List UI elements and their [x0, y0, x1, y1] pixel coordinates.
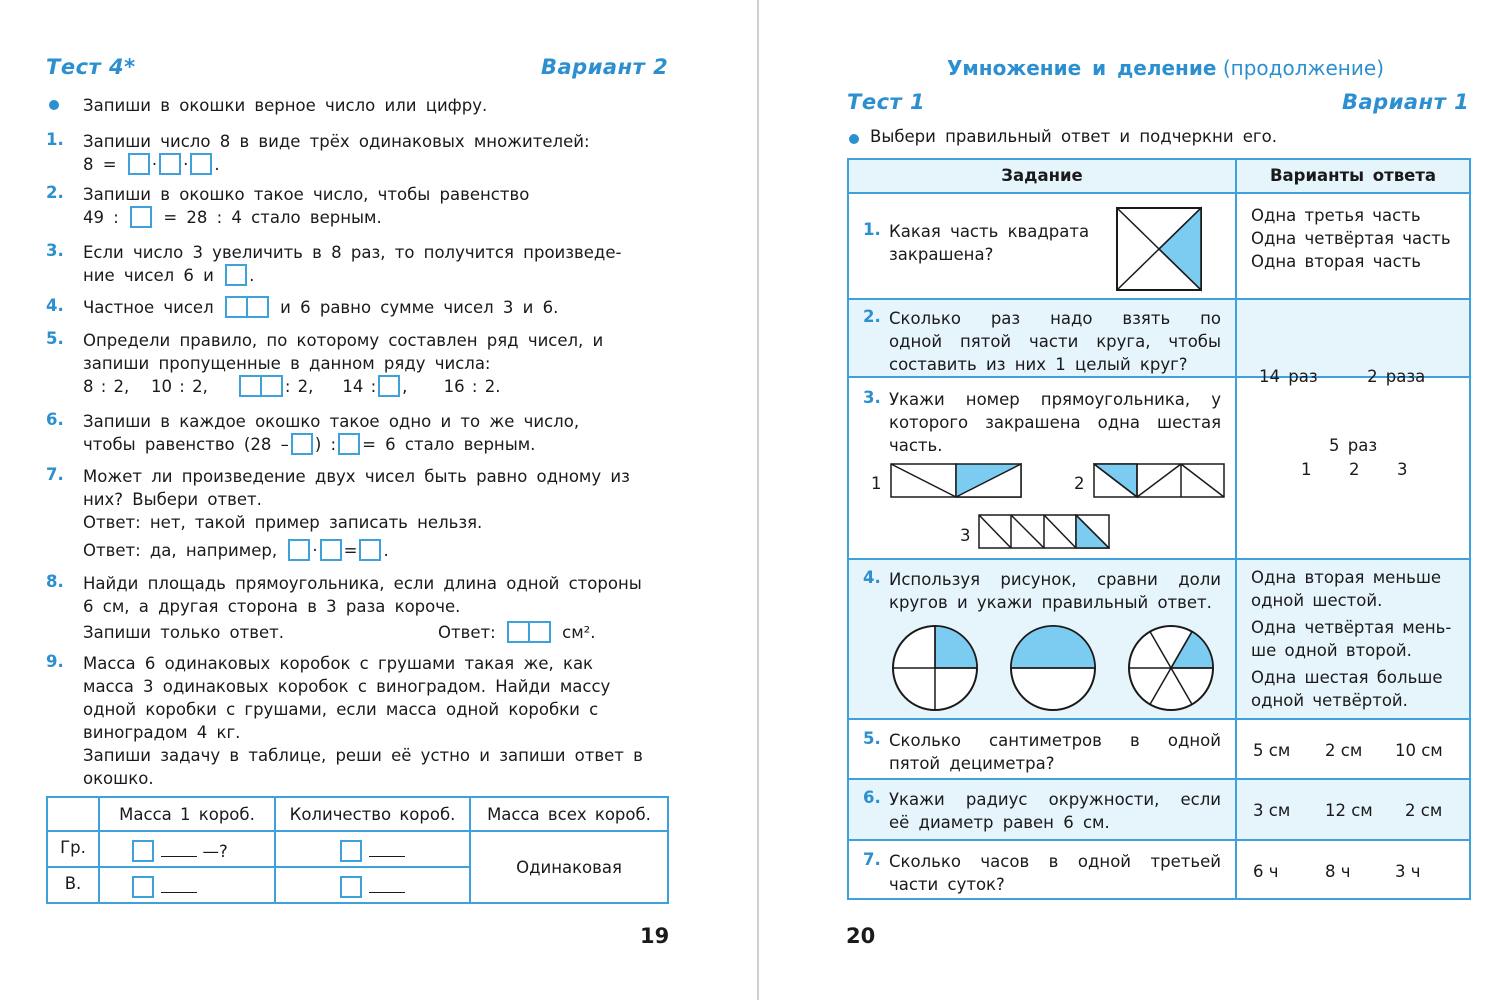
- intro-text: Выбери правильный ответ и подчеркни его.: [870, 127, 1277, 146]
- question-number: 5.: [863, 729, 881, 748]
- task-5: Определи правило, по которому составлен ряд чисел, и запиши пропущенные в данном ряду числа: 8 : 2, 10 : 2, : 2, 14 : , 16 : 2.: [83, 331, 604, 396]
- answer-option[interactable]: Одна вторая часть: [1251, 252, 1421, 271]
- answer-option[interactable]: 8 ч: [1325, 862, 1351, 881]
- answer-option[interactable]: 5 см: [1253, 741, 1291, 760]
- question-3: Укажи номер прямоугольника, у которого закрашена одна шестая часть.: [889, 390, 1221, 455]
- intro-text: Запиши в окошки верное число или цифру.: [83, 96, 488, 115]
- variant-title: Вариант 2: [541, 55, 669, 79]
- table-header: Количество короб.: [289, 805, 456, 824]
- answers-4: [1251, 566, 1461, 712]
- question-6: Укажи радиус окружности, если её диаметр равен 6 см.: [889, 790, 1221, 832]
- task-number: 4.: [46, 296, 64, 315]
- answer-option[interactable]: 2 см: [1405, 801, 1443, 820]
- section-title: Умножение и деление (продолжение): [947, 56, 1384, 80]
- question-number: 7.: [863, 850, 881, 869]
- task-3: Если число 3 увеличить в 8 раз, то получится произведе- ние чисел 6 и .: [83, 243, 622, 285]
- answer-table: [847, 158, 1471, 900]
- answer-box[interactable]: [225, 264, 247, 286]
- rectangle-1: [890, 463, 1022, 499]
- circles-figure: [891, 624, 1221, 712]
- answer-box[interactable]: [130, 206, 152, 228]
- task-8: Найди площадь прямоугольника, если длина одной стороны 6 см, а другая сторона в 3 раза короче. Запиши только ответ. Ответ: см².: [83, 574, 642, 642]
- table-header: Масса 1 короб.: [119, 805, 255, 824]
- row-label: Гр.: [60, 838, 86, 857]
- answer-box[interactable]: [288, 539, 310, 561]
- answer-option[interactable]: 3: [1397, 460, 1408, 479]
- answer-box[interactable]: [338, 433, 360, 455]
- question-number: 3.: [863, 388, 881, 407]
- page-number: 20: [846, 924, 876, 948]
- question-number: 4.: [863, 568, 881, 587]
- answer-option[interactable]: ше одной второй.: [1251, 641, 1412, 660]
- task-9: Масса 6 одинаковых коробок с грушами такая же, как масса 3 одинаковых коробок с виноградом. Найди массу одной коробки с грушами, если масса одной коробки с виноградом 4 кг. Запиши задачу в таблице, реши её устно и запиши ответ в окошко.: [83, 654, 643, 788]
- answer-box[interactable]: [340, 840, 362, 862]
- question-7: Сколько часов в одной третьей части суток?: [889, 852, 1221, 894]
- bullet-icon: [849, 134, 859, 144]
- test-title: Тест 1: [847, 90, 926, 114]
- answer-box[interactable]: [359, 539, 381, 561]
- table-header: Масса всех короб.: [487, 805, 651, 824]
- task-7: Может ли произведение двух чисел быть равно одному из них? Выбери ответ. Ответ: нет, такой пример записать нельзя. Ответ: да, например, · = .: [83, 467, 630, 560]
- rectangle-2: [1093, 463, 1225, 499]
- answer-box[interactable]: [159, 153, 181, 175]
- column-header-answers: Варианты ответа: [1269, 166, 1437, 185]
- answer-box[interactable]: [320, 539, 342, 561]
- answer-option[interactable]: одной шестой.: [1251, 591, 1383, 610]
- answer-box[interactable]: [132, 876, 154, 898]
- test-title: Тест 4*: [46, 55, 136, 79]
- task-number: 7.: [46, 465, 64, 484]
- square-figure: [1115, 206, 1203, 292]
- answer-box[interactable]: [128, 153, 150, 175]
- task-number: 3.: [46, 241, 64, 260]
- rectangle-3: [978, 514, 1110, 550]
- answer-option[interactable]: 2: [1349, 460, 1360, 479]
- page-number: 19: [640, 924, 670, 948]
- answer-option[interactable]: 6 ч: [1253, 862, 1279, 881]
- task-1: Запиши число 8 в виде трёх одинаковых множителей: 8 = · · .: [83, 132, 590, 174]
- answer-box[interactable]: [190, 153, 212, 175]
- answer-option[interactable]: Одна вторая меньше: [1251, 568, 1442, 587]
- answer-option[interactable]: 3 ч: [1395, 862, 1421, 881]
- answer-option[interactable]: Одна четвёртая часть: [1251, 229, 1451, 248]
- answers-1: [1251, 204, 1451, 273]
- answer-box[interactable]: [340, 876, 362, 898]
- answer-box[interactable]: [225, 296, 269, 318]
- task-number: 5.: [46, 329, 64, 348]
- answer-box[interactable]: [291, 433, 313, 455]
- question-number: 2.: [863, 307, 881, 326]
- answer-option[interactable]: 14 раз 2 раза: [1259, 367, 1426, 386]
- task-number: 2.: [46, 183, 64, 202]
- answer-option[interactable]: 10 см: [1395, 741, 1443, 760]
- answer-box[interactable]: [507, 621, 551, 643]
- answer-option[interactable]: Одна шестая больше: [1251, 668, 1443, 687]
- question-5: Сколько сантиметров в одной пятой дециметра?: [889, 731, 1221, 773]
- question-2: Сколько раз надо взять по одной пятой части круга, чтобы составить из них 1 целый круг?: [889, 309, 1221, 374]
- merged-cell: Одинаковая: [516, 858, 622, 877]
- answer-option[interactable]: 3 см: [1253, 801, 1291, 820]
- answer-option[interactable]: 12 см: [1325, 801, 1373, 820]
- answer-box[interactable]: [239, 375, 283, 397]
- question-4: Используя рисунок, сравни доли кругов и укажи правильный ответ.: [889, 570, 1221, 612]
- rect-label: 3: [960, 526, 971, 545]
- question-number: 1.: [863, 220, 881, 239]
- answer-option[interactable]: 5 раз: [1329, 436, 1378, 455]
- column-header-task: Задание: [1001, 166, 1083, 185]
- answer-option[interactable]: 1: [1301, 460, 1312, 479]
- task-number: 1.: [46, 130, 64, 149]
- question-1: Какая часть квадрата закрашена?: [889, 222, 1090, 264]
- task-number: 9.: [46, 652, 64, 671]
- rect-label: 2: [1074, 474, 1085, 493]
- task-2: Запиши в окошко такое число, чтобы равенство 49 : = 28 : 4 стало верным.: [83, 185, 530, 227]
- answer-option[interactable]: Одна третья часть: [1251, 206, 1421, 225]
- task-4: Частное чисел и 6 равно сумме чисел 3 и 6.: [83, 298, 559, 317]
- row-label: В.: [64, 874, 82, 893]
- answer-box[interactable]: [378, 375, 400, 397]
- answer-option[interactable]: одной четвёртой.: [1251, 691, 1408, 710]
- task-table: Масса 1 короб. Количество короб. Масса всех короб. Гр. В. —? Одинаковая: [46, 796, 669, 904]
- answer-option[interactable]: Одна четвёртая мень-: [1251, 618, 1452, 637]
- task-number: 6.: [46, 410, 64, 429]
- rect-label: 1: [871, 474, 882, 493]
- answer-option[interactable]: 2 см: [1325, 741, 1363, 760]
- task-6: Запиши в каждое окошко такое одно и то же число, чтобы равенство (28 – ) : = 6 стало верным.: [83, 412, 580, 454]
- variant-title: Вариант 1: [1342, 90, 1470, 114]
- task-number: 8.: [46, 572, 64, 591]
- answer-box[interactable]: [132, 840, 154, 862]
- question-number: 6.: [863, 788, 881, 807]
- bullet-icon: [49, 100, 59, 110]
